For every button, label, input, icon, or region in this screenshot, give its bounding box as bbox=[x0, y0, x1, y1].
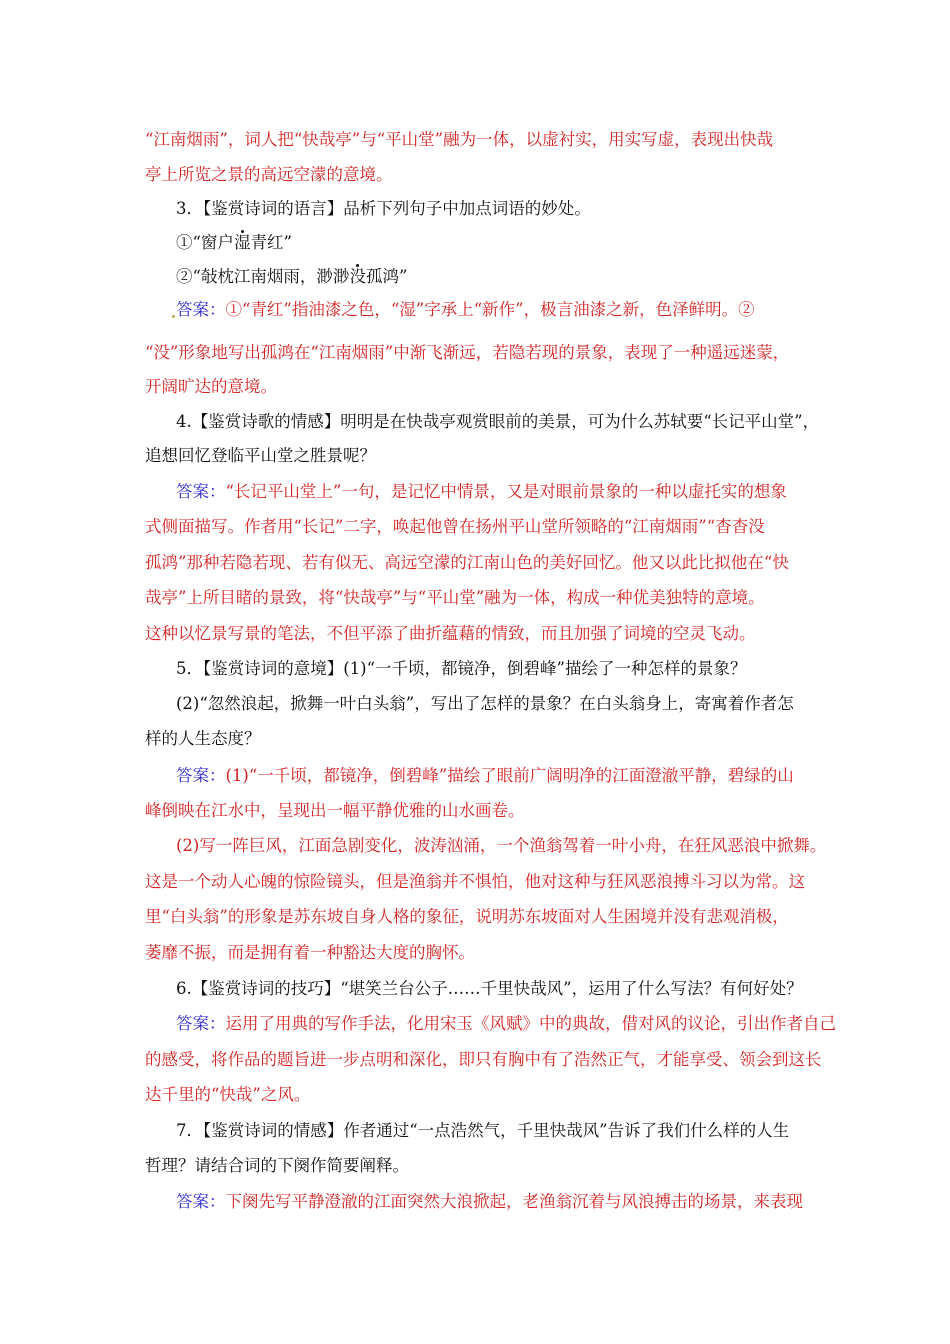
answer-3-line: 开阔旷达的意境。 bbox=[145, 377, 277, 396]
answer-text: 下阕先写平静澄澈的江面突然大浪掀起，老渔翁沉着与风浪搏击的场景，来表现 bbox=[225, 1192, 803, 1211]
answer-continuation-line: “江南烟雨”，词人把“快哉亭”与“平山堂”融为一体，以虚衬实，用实写虚，表现出快哉 bbox=[145, 130, 774, 149]
answer-4-line: 孤鸿”那种若隐若现、若有似无、高远空濛的江南山色的美好回忆。他又以此比拟他在“快 bbox=[145, 553, 789, 572]
question-4: 4.【鉴赏诗歌的情感】明明是在快哉亭观赏眼前的美景，可为什么苏轼要“长记平山堂”， bbox=[176, 412, 820, 431]
item-suffix: 孤鸿” bbox=[365, 267, 408, 286]
answer-label: 答案： bbox=[176, 482, 226, 501]
emphasized-char: 湿 bbox=[233, 233, 251, 252]
answer-6-line: 达千里的“快哉”之风。 bbox=[145, 1085, 311, 1104]
question-7: 7．【鉴赏诗词的情感】作者通过“一点浩然气，千里快哉风”告诉了我们什么样的人生 bbox=[176, 1121, 790, 1140]
answer-4-line: 哉亭”上所目睹的景致，将“快哉亭”与“平山堂”融为一体，构成一种优美独特的意境。 bbox=[145, 588, 765, 607]
emphasis-dot bbox=[241, 230, 244, 233]
question-7-line: 哲理？请结合词的下阕作简要阐释。 bbox=[145, 1156, 409, 1175]
answer-label: 答案： bbox=[176, 300, 226, 319]
answer-continuation-line: 亭上所览之景的高远空濛的意境。 bbox=[145, 165, 393, 184]
item-suffix: 青红” bbox=[250, 233, 292, 252]
answer-3-line bbox=[176, 300, 755, 320]
answer-4-line: 这种以忆景写景的笔法，不但平添了曲折蕴藉的情致，而且加强了词境的空灵飞动。 bbox=[145, 624, 756, 643]
emphasized-word bbox=[349, 267, 366, 287]
question-5-line: (2)“忽然浪起，掀舞一叶白头翁”，写出了怎样的景象？在白头翁身上，寄寓着作者怎 bbox=[176, 694, 794, 713]
answer-text: ①“青红”指油漆之色，“湿”字承上“新作”，极言油漆之新，色泽鲜明。② bbox=[225, 300, 755, 319]
question-3: 3．【鉴赏诗词的语言】品析下列句子中加点词语的妙处。 bbox=[176, 199, 591, 218]
answer-label: 答案： bbox=[176, 1192, 226, 1211]
answer-7-line bbox=[176, 1192, 803, 1212]
item-prefix: ①“窗户 bbox=[176, 233, 234, 252]
answer-text: “长记平山堂上”一句，是记忆中情景，又是对眼前景象的一种以虚托实的想象 bbox=[225, 482, 787, 501]
answer-6-line: 的感受，将作品的题旨进一步点明和深化，即只有胸中有了浩然正气，才能享受、领会到这长 bbox=[145, 1050, 822, 1069]
question-5: 5．【鉴赏诗词的意境】(1)“一千顷，都镜净，倒碧峰”描绘了一种怎样的景象？ bbox=[176, 659, 747, 678]
emphasized-char: 没 bbox=[349, 267, 366, 286]
question-3-item-2 bbox=[176, 267, 407, 287]
answer-5-line: (2)写一阵巨风，江面急剧变化，波涛汹涌，一个渔翁驾着一叶小舟，在狂风恶浪中掀舞。 bbox=[176, 836, 827, 855]
answer-3-line: “没”形象地写出孤鸿在“江南烟雨”中渐飞渐远，若隐若现的景象，表现了一种遥远迷蒙， bbox=[145, 343, 790, 362]
answer-label: 答案： bbox=[176, 1014, 226, 1033]
answer-5-line: 萎靡不振，而是拥有着一种豁达大度的胸怀。 bbox=[145, 943, 475, 962]
question-5-line: 样的人生态度？ bbox=[145, 729, 261, 748]
answer-4-line bbox=[176, 482, 787, 502]
answer-5-line: 这是一个动人心魄的惊险镜头，但是渔翁并不惧怕，他对这种与狂风恶浪搏斗习以为常。这 bbox=[145, 872, 805, 891]
question-3-item-1 bbox=[176, 233, 292, 253]
answer-label: 答案： bbox=[176, 766, 226, 785]
answer-5-line: 峰倒映在江水中，呈现出一幅平静优雅的山水画卷。 bbox=[145, 801, 525, 820]
item-prefix: ②“敧枕江南烟雨，渺渺 bbox=[176, 267, 350, 286]
answer-text: (1)“一千顷，都镜净，倒碧峰”描绘了眼前广阔明净的江面澄澈平静，碧绿的山 bbox=[225, 766, 794, 785]
answer-5-line bbox=[176, 766, 794, 786]
answer-6-line bbox=[176, 1014, 836, 1034]
emphasized-word bbox=[234, 233, 251, 253]
answer-5-line: 里“白头翁”的形象是苏东坡自身人格的象征，说明苏东坡面对人生困境并没有悲观消极， bbox=[145, 907, 789, 926]
question-6: 6.【鉴赏诗词的技巧】“堪笑兰台公子……千里快哉风”，运用了什么写法？有何好处？ bbox=[176, 979, 803, 998]
answer-4-line: 式侧面描写。作者用“长记”二字，唤起他曾在扬州平山堂所领略的“江南烟雨”“杳杳没 bbox=[145, 517, 765, 536]
question-4-line: 追想回忆登临平山堂之胜景呢？ bbox=[145, 446, 376, 465]
answer-text: 运用了用典的写作手法，化用宋玉《风赋》中的典故，借对风的议论，引出作者自己 bbox=[225, 1014, 836, 1033]
